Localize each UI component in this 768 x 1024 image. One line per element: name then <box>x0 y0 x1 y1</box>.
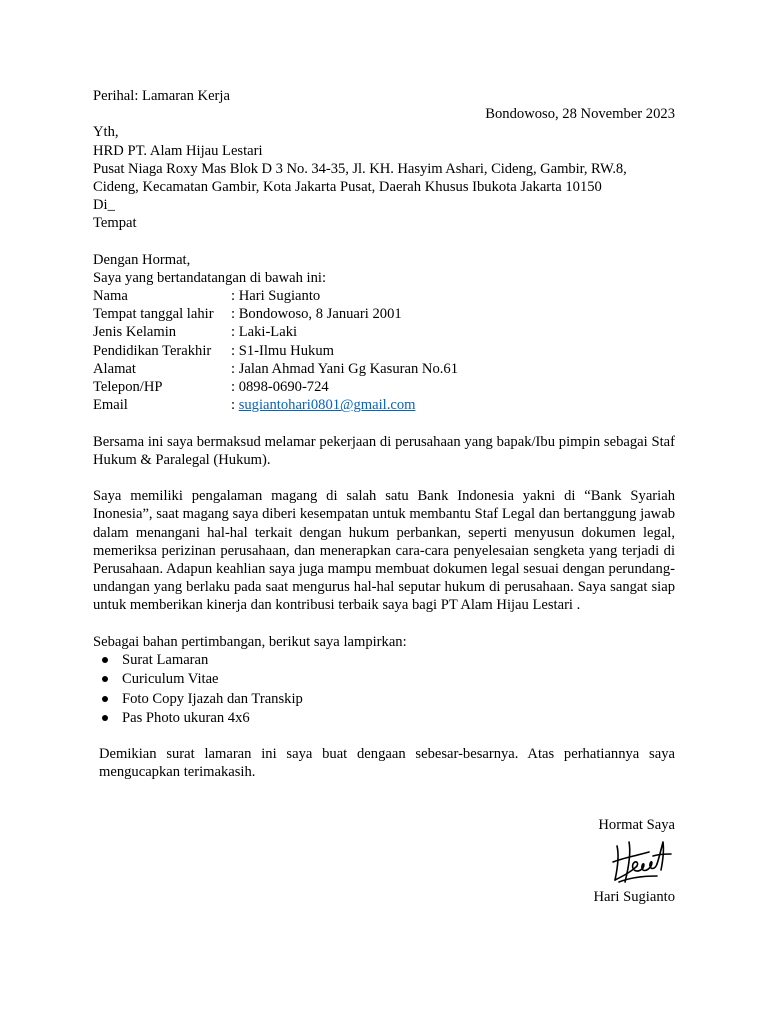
list-item <box>93 651 675 670</box>
closing-paragraph: Demikian surat lamaran ini saya buat dengaan sebesar-besarnya. Atas perhatiannya saya mengucapkan terimakasih. <box>99 745 675 780</box>
identity-row <box>93 287 675 305</box>
handwritten-signature <box>609 836 675 886</box>
recipient-address-2: Cideng, Kecamatan Gambir, Kota Jakarta Pusat, Daerah Khusus Ibukota Jakarta 10150 <box>93 178 602 195</box>
bullet-icon <box>102 676 108 682</box>
attachments-list <box>93 651 675 729</box>
bullet-icon <box>102 696 108 702</box>
recipient-address-1: Pusat Niaga Roxy Mas Blok D 3 No. 34-35, Jl. KH. Hasyim Ashari, Cideng, Gambir, RW.8, <box>93 160 627 177</box>
identity-value: : S1-Ilmu Hukum <box>231 342 334 359</box>
identity-row <box>93 323 675 341</box>
identity-value: : 0898-0690-724 <box>231 379 329 395</box>
identity-value: : Laki-Laki <box>231 324 298 341</box>
sign-off: Hormat Saya <box>598 817 675 833</box>
identity-label: Telepon/HP <box>93 379 163 395</box>
paragraph-application: Bersama ini saya bermaksud melamar pekerjaan di perusahaan yang bapak/Ibu pimpin sebagai Staf Hukum & Paralegal (Hukum). <box>93 433 675 468</box>
identity-row <box>93 378 675 396</box>
email-value-wrap <box>231 396 675 414</box>
recipient-greeting: Yth, <box>93 124 119 141</box>
list-item <box>93 709 675 728</box>
attachment-label: Pas Photo ukuran 4x6 <box>122 710 250 727</box>
attachment-label: Curiculum Vitae <box>122 671 219 688</box>
subject-line: Perihal: Lamaran Kerja <box>93 88 230 104</box>
identity-label: Tempat tanggal lahir <box>93 306 214 323</box>
attachment-label: Foto Copy Ijazah dan Transkip <box>122 690 303 707</box>
identity-row <box>93 342 675 360</box>
recipient-tempat: Tempat <box>93 215 137 232</box>
recipient-block <box>93 123 675 232</box>
identity-table <box>93 287 675 414</box>
letter-body <box>93 87 675 781</box>
opening-greeting: Dengan Hormat, <box>93 251 191 268</box>
intro-text: Saya yang bertandatangan di bawah ini: <box>93 269 327 286</box>
identity-value: : Hari Sugianto <box>231 288 321 305</box>
identity-value: : Jalan Ahmad Yani Gg Kasuran No.61 <box>231 360 458 377</box>
recipient-name: HRD PT. Alam Hijau Lestari <box>93 142 263 159</box>
signature-block <box>515 816 675 906</box>
email-label: Email <box>93 397 128 414</box>
identity-label: Alamat <box>93 360 136 377</box>
identity-row-email <box>93 396 675 414</box>
place-date: Bondowoso, 28 November 2023 <box>485 106 675 123</box>
identity-value: : Bondowoso, 8 Januari 2001 <box>231 306 402 323</box>
identity-label: Pendidikan Terakhir <box>93 342 212 359</box>
attachments-intro: Sebagai bahan pertimbangan, berikut saya lampirkan: <box>93 633 407 650</box>
identity-row <box>93 360 675 378</box>
email-colon: : <box>231 397 239 414</box>
list-item <box>93 670 675 689</box>
paragraph-experience: Saya memiliki pengalaman magang di salah satu Bank Indonesia yakni di “Bank Syariah Inonesia”, saat magang saya diberi kesempatan untuk membantu Staf Legal dan bertanggung jawab dalam menangani hal-hal terkait dengan hukum perbankan, seperti menyusun dokumen legal, memeriksa perizinan perusahaan, dan menerapkan cara-cara penyelesaian sengketa yang terjadi di Perusahaan. Adapun keahlian saya juga mampu membuat dokumen legal sesuai dengan perundang-undangan yang berlaku pada saat mengurus hal-hal seputar hukum di perusahaan. Saya sangat siap untuk memberikan kinerja dan kontribusi terbaik saya bagi PT Alam Hijau Lestari . <box>93 488 675 614</box>
attachment-label: Surat Lamaran <box>122 651 209 668</box>
signer-name: Hari Sugianto <box>593 889 675 906</box>
identity-label: Jenis Kelamin <box>93 324 177 341</box>
recipient-di: Di_ <box>93 197 115 214</box>
identity-label: Nama <box>93 288 128 305</box>
bullet-icon <box>102 715 108 721</box>
bullet-icon <box>102 657 108 663</box>
email-link[interactable]: sugiantohari0801@gmail.com <box>238 397 416 414</box>
list-item <box>93 690 675 709</box>
identity-row <box>93 305 675 323</box>
